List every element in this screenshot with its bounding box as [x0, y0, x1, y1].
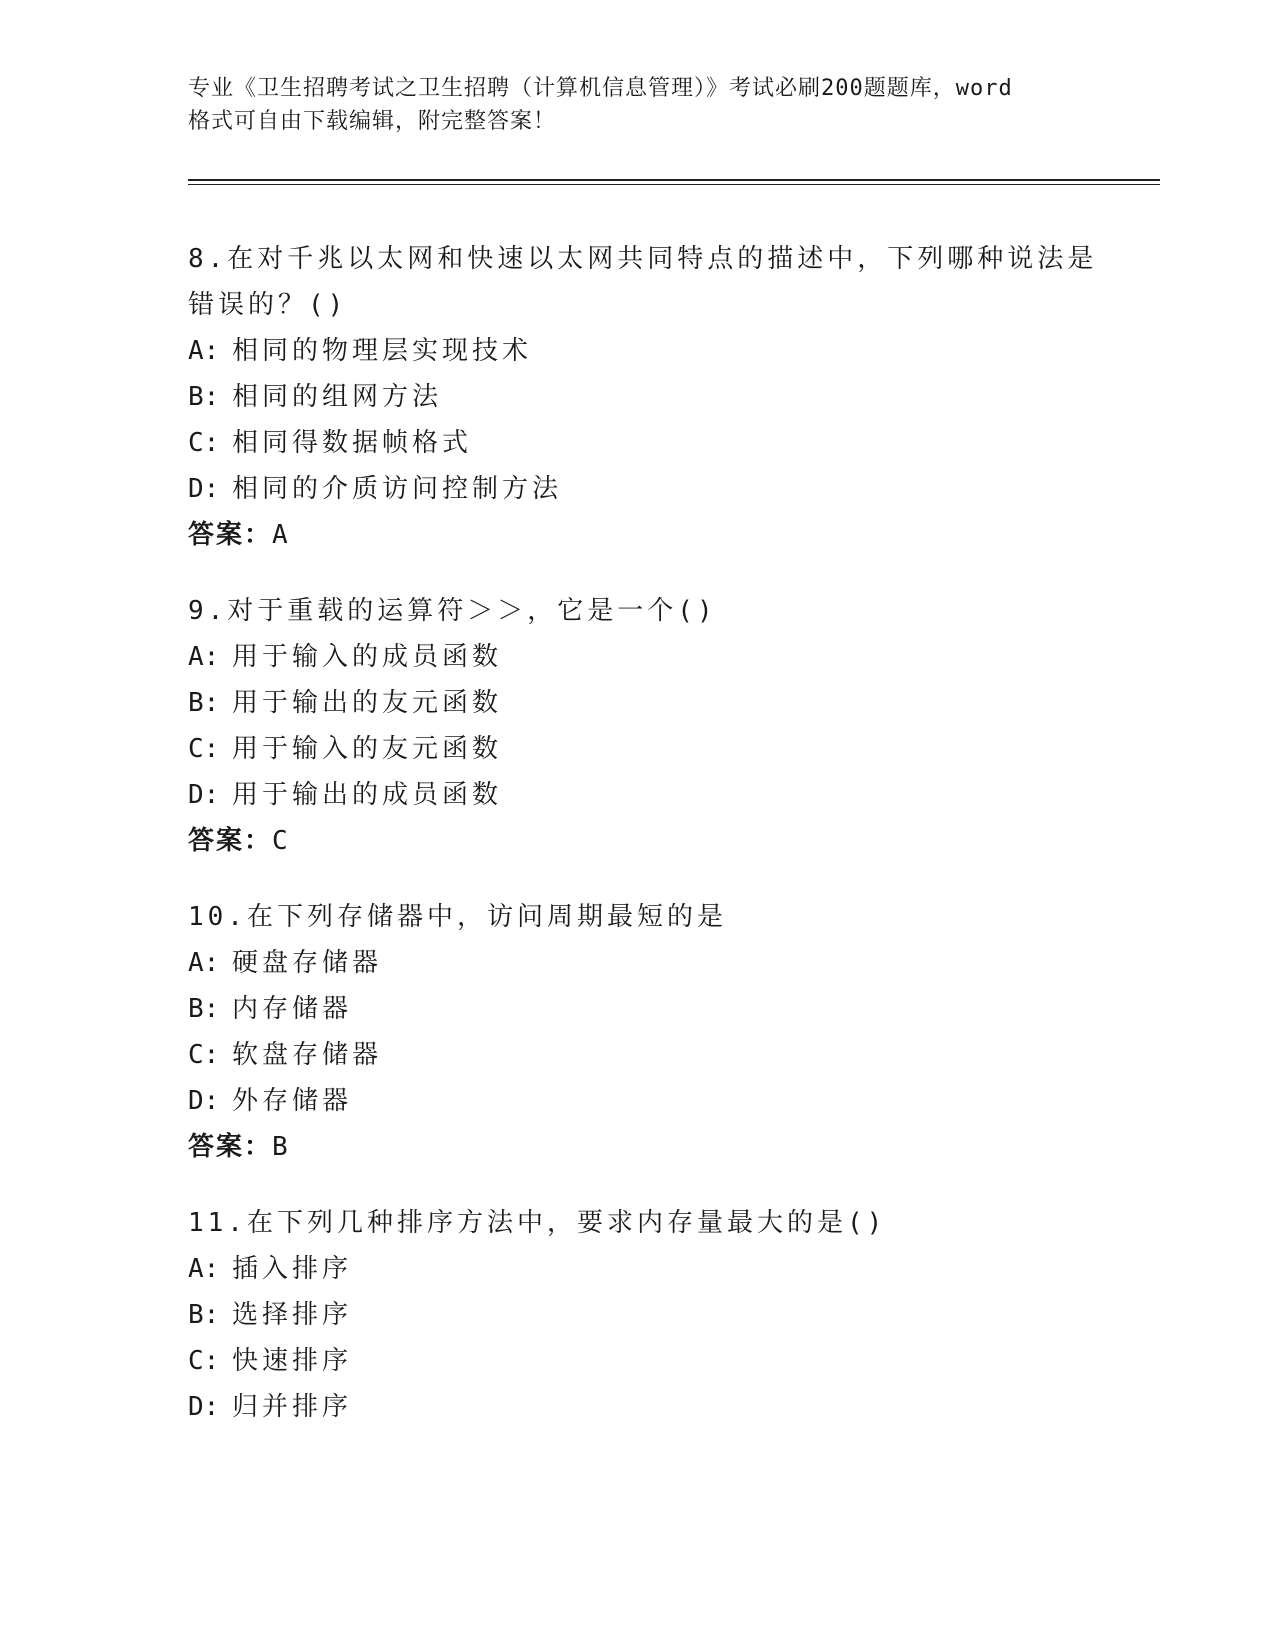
- option-text: 外存储器: [232, 1086, 353, 1116]
- option-c: [188, 1032, 1148, 1078]
- option-text: 硬盘存储器: [232, 948, 383, 978]
- header-divider-thick: [188, 179, 1160, 181]
- option-b: [188, 374, 1148, 420]
- answer-value: A: [272, 520, 290, 550]
- question-item: [188, 1200, 1148, 1430]
- option-text: 用于输入的友元函数: [232, 734, 503, 764]
- option-text: 内存储器: [232, 994, 353, 1024]
- question-stem-continued: 错误的？(): [188, 290, 348, 320]
- option-a: [188, 634, 1148, 680]
- option-letter: D:: [188, 1086, 220, 1116]
- option-a: [188, 940, 1148, 986]
- option-letter: D:: [188, 780, 220, 810]
- option-letter: B:: [188, 382, 220, 412]
- question-stem: 8.在对千兆以太网和快速以太网共同特点的描述中，下列哪种说法是: [188, 244, 1098, 274]
- option-letter: D:: [188, 1392, 220, 1422]
- answer-line: [188, 818, 1148, 864]
- answer-label: 答案：: [188, 520, 273, 550]
- option-b: [188, 1292, 1148, 1338]
- option-c: [188, 726, 1148, 772]
- option-letter: D:: [188, 474, 220, 504]
- option-text: 相同的物理层实现技术: [232, 336, 533, 366]
- option-letter: A:: [188, 1254, 220, 1284]
- answer-label: 答案：: [188, 826, 273, 856]
- header-divider-thin: [188, 184, 1160, 185]
- question-stem: 9.对于重载的运算符＞＞，它是一个(): [188, 596, 717, 626]
- option-a: [188, 1246, 1148, 1292]
- option-text: 快速排序: [232, 1346, 353, 1376]
- question-item: [188, 588, 1148, 864]
- option-letter: C:: [188, 734, 220, 764]
- question-item: [188, 236, 1148, 558]
- option-text: 用于输出的友元函数: [232, 688, 503, 718]
- question-item: [188, 894, 1148, 1170]
- document-header: [188, 72, 1088, 138]
- option-d: [188, 1384, 1148, 1430]
- option-text: 相同的组网方法: [232, 382, 443, 412]
- option-a: [188, 328, 1148, 374]
- option-text: 选择排序: [232, 1300, 353, 1330]
- answer-line: [188, 1124, 1148, 1170]
- option-text: 相同得数据帧格式: [232, 428, 473, 458]
- option-c: [188, 1338, 1148, 1384]
- answer-value: C: [272, 826, 290, 856]
- option-text: 归并排序: [232, 1392, 353, 1422]
- option-letter: A:: [188, 948, 220, 978]
- answer-label: 答案：: [188, 1132, 273, 1162]
- option-text: 相同的介质访问控制方法: [232, 474, 563, 504]
- option-text: 用于输入的成员函数: [232, 642, 503, 672]
- option-letter: B:: [188, 688, 220, 718]
- option-letter: B:: [188, 1300, 220, 1330]
- question-list: [188, 236, 1148, 1460]
- option-letter: A:: [188, 336, 220, 366]
- header-line-1: 专业《卫生招聘考试之卫生招聘（计算机信息管理）》考试必刷200题题库，word: [188, 76, 1013, 101]
- option-b: [188, 986, 1148, 1032]
- option-letter: C:: [188, 428, 220, 458]
- option-text: 用于输出的成员函数: [232, 780, 503, 810]
- option-letter: A:: [188, 642, 220, 672]
- answer-line: [188, 512, 1148, 558]
- answer-value: B: [272, 1132, 290, 1162]
- question-stem: 10.在下列存储器中，访问周期最短的是: [188, 902, 727, 932]
- option-text: 软盘存储器: [232, 1040, 383, 1070]
- header-line-2: 格式可自由下载编辑，附完整答案！: [188, 109, 557, 134]
- option-c: [188, 420, 1148, 466]
- option-d: [188, 466, 1148, 512]
- option-text: 插入排序: [232, 1254, 353, 1284]
- option-letter: C:: [188, 1346, 220, 1376]
- option-d: [188, 772, 1148, 818]
- option-letter: B:: [188, 994, 220, 1024]
- option-letter: C:: [188, 1040, 220, 1070]
- option-b: [188, 680, 1148, 726]
- option-d: [188, 1078, 1148, 1124]
- question-stem: 11.在下列几种排序方法中，要求内存量最大的是(): [188, 1208, 887, 1238]
